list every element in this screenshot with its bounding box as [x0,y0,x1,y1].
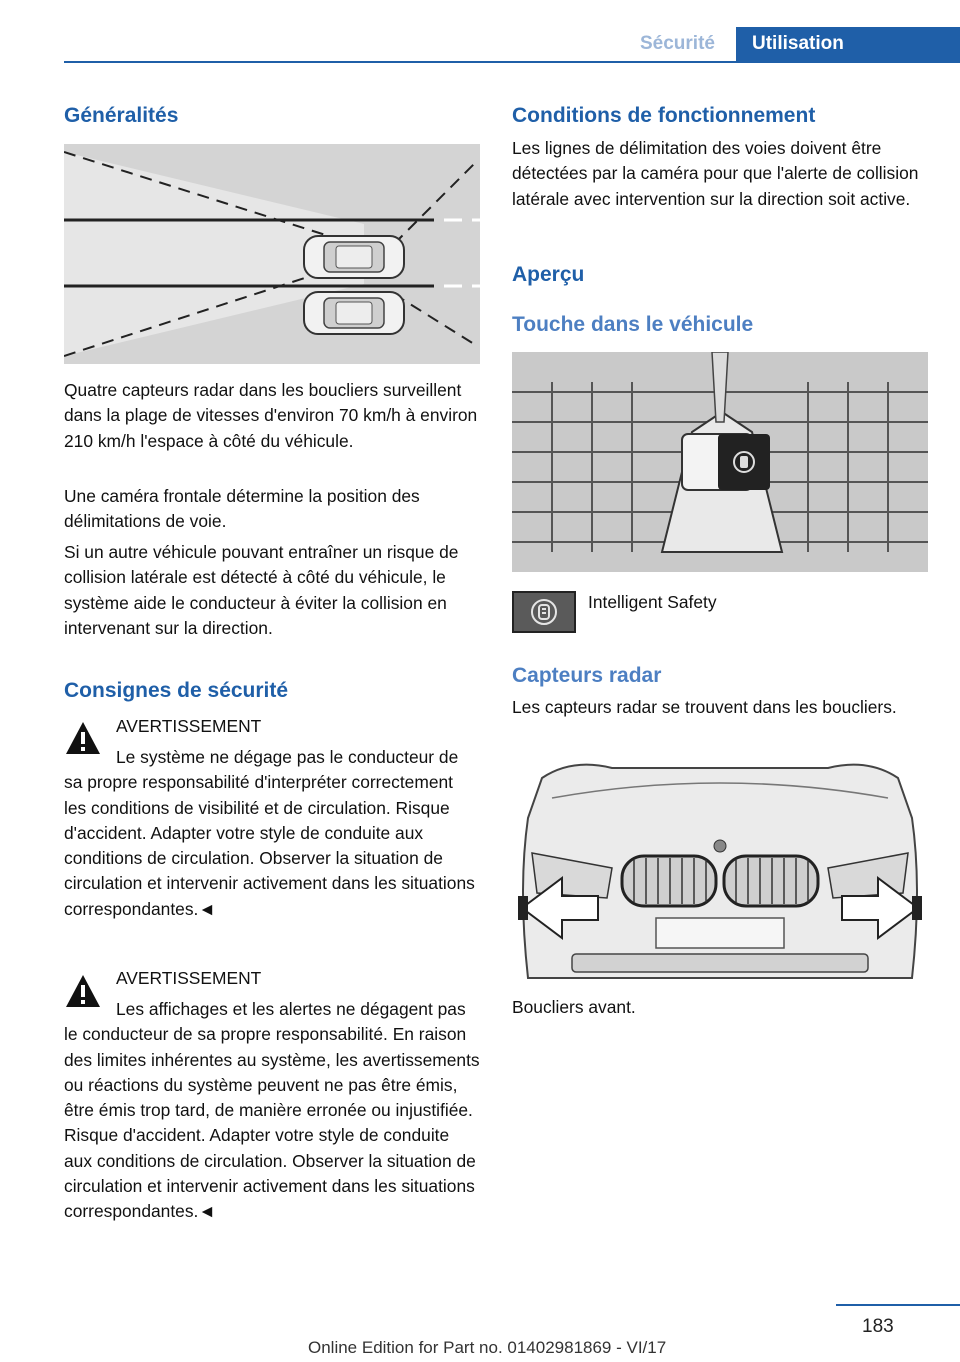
page-number: 183 [862,1316,894,1337]
vehicle-button-illustration [512,352,928,572]
heading-apercu: Aperçu [512,263,585,286]
intelligent-safety-label: Intelligent Safety [588,592,717,612]
paragraph-collision: Si un autre véhicule pouvant entraîner un risque de collision latérale est détecté à côté du véhicule, le système aide le conducteur à éviter la collision en intervenant sur la direction. [64,542,459,638]
warning-label-2: AVERTISSEMENT [116,968,262,988]
warning-label-1: AVERTISSEMENT [116,716,262,736]
paragraph-conditions: Les lignes de délimitation des voies doivent être détectées par la caméra pour que l'alerte de collision latérale avec intervention sur la direction soit active. [512,138,919,209]
front-bumper-illustration [512,758,928,984]
header-rule [64,61,960,63]
paragraph-capteurs-intro: Quatre capteurs radar dans les boucliers surveillent dans la plage de vitesses d'environ 70 km/h à environ 210 km/h l'espace à côté du véhicule. [64,380,478,451]
footer-rule [836,1304,960,1306]
paragraph-camera: Une caméra frontale détermine la position des délimitations de voie. [64,486,420,532]
heading-touche: Touche dans le véhicule [512,313,754,336]
heading-consignes: Consignes de sécurité [64,679,289,702]
heading-conditions: Conditions de fonctionnement [512,104,816,127]
paragraph-capteurs: Les capteurs radar se trouvent dans les boucliers. [512,697,897,717]
edition-note: Online Edition for Part no. 01402981869 - VI/17 [308,1338,667,1357]
tab-securite[interactable]: Sécurité [640,33,715,54]
warning-text-1: Le système ne dégage pas le conducteur de sa propre responsabilité d'interpréter correctement les conditions de visibilité et de circulation. Risque d'accident. Adapter votre style de conduite aux conditions de circulation. Observer la situation de circulation et intervenir activement dans les situations correspondantes.◄ [64,747,475,919]
intelligent-safety-button-icon [512,591,576,633]
tab-utilisation[interactable]: Utilisation [736,27,960,61]
heading-capteurs: Capteurs radar [512,664,662,687]
warning-text-2: Les affichages et les alertes ne dégagent pas le conducteur de sa propre responsabilité. En raison des limites inhérentes au système, les avertissements ou réactions du système peuvent ne pas être émis, être émis trop tard, de manière erronée ou injustifiée. Risque d'accident. Adapter votre style de conduite aux conditions de circulation. Observer la situation de circulation et intervenir activement dans les situations correspondantes.◄ [64,999,480,1222]
lane-diagram-illustration [64,144,480,364]
heading-generalites: Généralités [64,104,179,127]
caption-boucliers: Boucliers avant. [512,997,636,1017]
